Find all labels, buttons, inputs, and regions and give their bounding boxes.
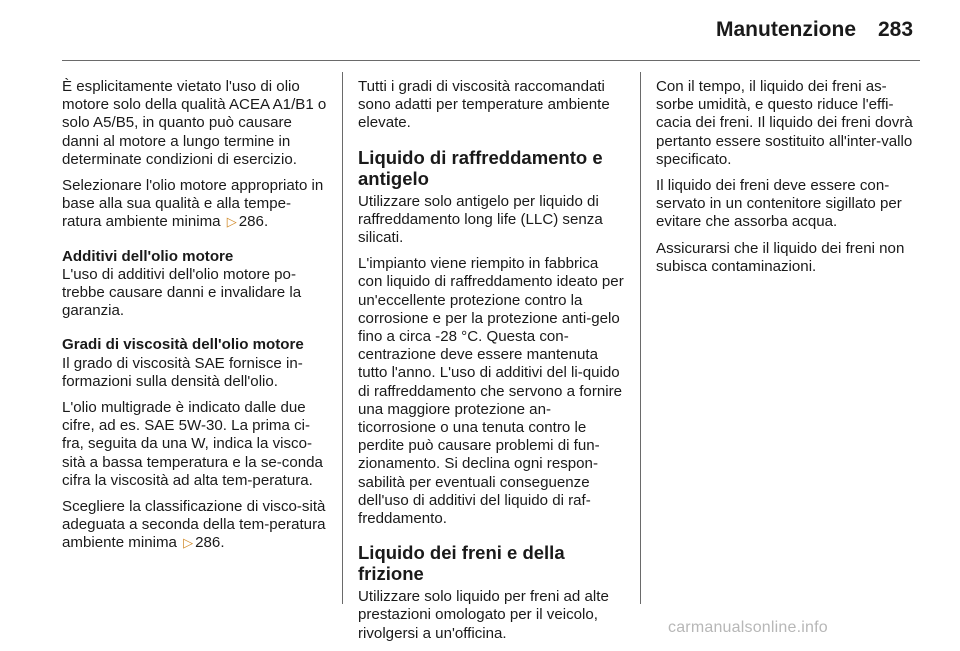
column-divider xyxy=(640,72,641,604)
column-3 xyxy=(656,78,922,284)
paragraph: Utilizzare solo liquido per freni ad alte prestazioni omologato per il veicolo, rivolgersi a un'officina. xyxy=(358,588,609,642)
arrow-ref-icon: ▷ xyxy=(183,535,194,551)
paragraph: Tutti i gradi di viscosità raccomandati sono adatti per temperature ambiente elevate. xyxy=(358,78,610,132)
paragraph: È esplicitamente vietato l'uso di olio motore solo della qualità ACEA A1/B1 o solo A5/B5, in quanto può causare danni al motore a lungo termine in determinate condizioni di esercizio. xyxy=(62,78,327,168)
page-header xyxy=(0,0,960,62)
watermark: carmanualsonline.info xyxy=(668,619,828,636)
page-ref-link[interactable]: 286. xyxy=(195,534,225,552)
paragraph xyxy=(62,177,330,232)
subheading: Additivi dell'olio motore xyxy=(62,247,234,265)
paragraph-text: Scegliere la classificazione di visco-sità adeguata a seconda della tem-peratura ambiente minima xyxy=(62,498,326,552)
page-number: 283 xyxy=(878,18,914,41)
header-rule xyxy=(62,60,920,61)
column-2 xyxy=(358,78,624,651)
paragraph: L'impianto viene riempito in fabbrica con liquido di raffreddamento ideato per un'eccellente protezione contro la corrosione e per la protezione anti-gelo fino a circa -28 °C. Questa con-centrazione deve essere mantenuta tutto l'anno. L'uso di additivi del li-quido di raffreddamento che servono a fornire una maggiore protezione an-ticorrosione o una tenuta contro le perdite può causare problemi di fun-zionamento. Si declina ogni respon-sabilità per eventuali conseguenze dell'uso di additivi del liquido di raf-freddamento. xyxy=(358,255,624,528)
section-heading: Liquido dei freni e della frizione xyxy=(358,542,565,585)
page-ref-link[interactable]: 286. xyxy=(238,213,269,231)
subheading: Gradi di viscosità dell'olio motore xyxy=(62,336,304,354)
paragraph: Il grado di viscosità SAE fornisce in-formazioni sulla densità dell'olio. xyxy=(62,354,303,390)
paragraph xyxy=(62,498,330,553)
section-title: Manutenzione xyxy=(716,18,856,41)
paragraph: Il liquido dei freni deve essere con-servato in un contenitore sigillato per evitare che assorba acqua. xyxy=(656,177,902,231)
paragraph: Assicurarsi che il liquido dei freni non subisca contaminazioni. xyxy=(656,239,905,275)
paragraph: Utilizzare solo antigelo per liquido di raffreddamento long life (LLC) senza silicati. xyxy=(358,192,603,247)
arrow-ref-icon: ▷ xyxy=(226,214,237,230)
column-1 xyxy=(62,78,330,561)
paragraph: Con il tempo, il liquido dei freni as-sorbe umidità, e questo riduce l'effi-cacia dei freni. Il liquido dei freni dovrà pertanto essere sostituito all'inter-vallo specificato. xyxy=(656,78,913,168)
paragraph: L'uso di additivi dell'olio motore po-trebbe causare danni e invalidare la garanzia. xyxy=(62,265,302,320)
paragraph-text: Selezionare l'olio motore appropriato in base alla sua qualità e alla tempe-ratura ambiente minima xyxy=(62,177,324,231)
paragraph: L'olio multigrade è indicato dalle due cifre, ad es. SAE 5W-30. La prima ci-fra, seguita da una W, indica la visco-sità a bassa temperatura e la se-conda cifra la viscosità ad alta tem-peratura. xyxy=(62,399,323,489)
column-divider xyxy=(342,72,343,604)
section-heading: Liquido di raffreddamento e antigelo xyxy=(358,146,603,189)
